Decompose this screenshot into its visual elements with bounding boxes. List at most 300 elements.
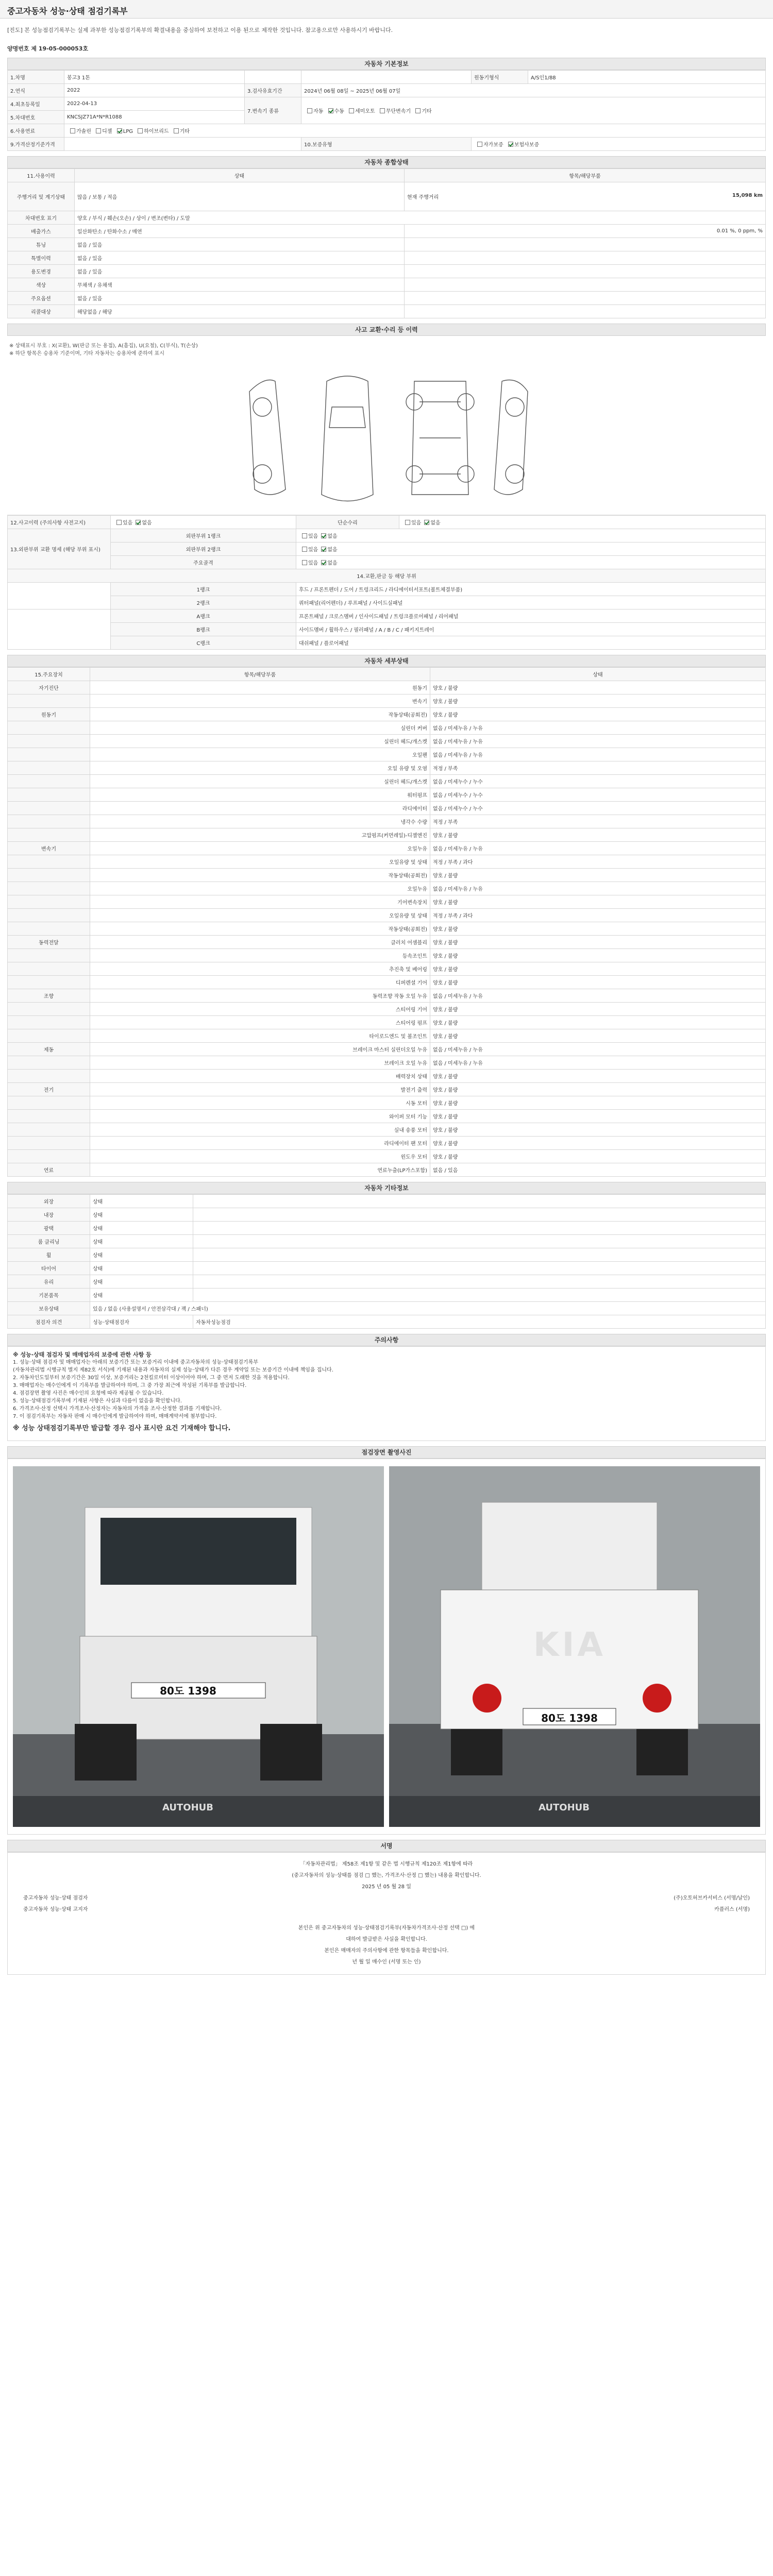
detail-table: [7, 667, 766, 1177]
label: 10.보증유형: [301, 138, 472, 151]
item-label: 오일누유: [90, 842, 430, 855]
detail-row: [8, 1163, 766, 1177]
item-status: 양호 / 불량: [430, 936, 766, 949]
checkbox-checked[interactable]: [136, 520, 141, 525]
other-row: [8, 1262, 766, 1275]
item-status: 양호 / 불량: [430, 694, 766, 708]
detail-row: [8, 748, 766, 761]
other-label: 외장: [8, 1195, 90, 1208]
other-status-label: 상태: [90, 1262, 193, 1275]
item-status: 양호 / 불량: [430, 708, 766, 721]
label: 12.사고이력 (주의사항 사전고지): [8, 516, 111, 529]
detail-row: [8, 1123, 766, 1137]
item-label: 발전기 출력: [90, 1083, 430, 1096]
other-label: 내장: [8, 1208, 90, 1222]
label: 13.외판부위 교환 명세 (해당 부위 표시): [8, 529, 111, 569]
frame-rank: 2랭크: [111, 596, 296, 609]
system-label: [8, 694, 90, 708]
row-status: 많음 / 보통 / 적음: [75, 182, 405, 211]
overall-section: [7, 156, 766, 318]
system-label: 자기진단: [8, 681, 90, 694]
item-status: 양호 / 불량: [430, 962, 766, 976]
system-label: [8, 721, 90, 735]
section-title: 자동차 기본정보: [7, 58, 766, 70]
row-label: 색상: [8, 278, 75, 292]
label: 단순수리: [296, 516, 399, 529]
item-status: 양호 / 불량: [430, 976, 766, 989]
item-status: 없음 / 미세누수 / 누수: [430, 775, 766, 788]
item-status: 양호 / 불량: [430, 1110, 766, 1123]
frame-parts: 사이드멤버 / 휠하우스 / 필러패널 / A / B / C / 패키지트레이: [296, 623, 766, 636]
checkbox[interactable]: [138, 128, 143, 133]
detail-row: [8, 1029, 766, 1043]
item-label: 윈도우 모터: [90, 1150, 430, 1163]
detail-row: [8, 1016, 766, 1029]
col-header: 상태: [430, 668, 766, 681]
system-label: [8, 909, 90, 922]
detail-row: [8, 989, 766, 1003]
detail-row: [8, 1083, 766, 1096]
detail-row: [8, 895, 766, 909]
rear-photo: [389, 1466, 760, 1827]
col-header: 항목/해당부품: [405, 169, 766, 182]
detail-row: [8, 1043, 766, 1056]
other-value: [193, 1248, 766, 1262]
item-status: 양호 / 불량: [430, 828, 766, 842]
item-label: 등속조인트: [90, 949, 430, 962]
detail-row: [8, 842, 766, 855]
performance-number: 양명번호 제 19-05-000053호: [7, 45, 89, 52]
system-label: [8, 1150, 90, 1163]
notice-warning: ※ 성능 상태점검기록부만 발급할 경우 검사 표시란 요건 기재해야 합니다.: [13, 1425, 231, 1432]
other-status-label: 상태: [90, 1275, 193, 1289]
item-status: 적정 / 부족 / 과다: [430, 909, 766, 922]
col-header: 15.주요장치: [8, 668, 90, 681]
other-status-label: 상태: [90, 1235, 193, 1248]
detail-row: [8, 721, 766, 735]
item-label: 타이로드엔드 및 볼조인트: [90, 1029, 430, 1043]
col-header: 상태: [75, 169, 405, 182]
other-value: [193, 1195, 766, 1208]
row-label: 주요옵션: [8, 292, 75, 305]
rank-label: 주요골격: [111, 556, 296, 569]
other-value: [193, 1289, 766, 1302]
other-row: [8, 1208, 766, 1222]
checkbox[interactable]: [96, 128, 101, 133]
detail-row: [8, 1096, 766, 1110]
system-label: 변속기: [8, 842, 90, 855]
item-status: 양호 / 불량: [430, 1137, 766, 1150]
item-label: 브레이크 마스터 실린더오일 누유: [90, 1043, 430, 1056]
checkbox[interactable]: [302, 560, 307, 565]
item-status: 양호 / 불량: [430, 1003, 766, 1016]
detail-row: [8, 922, 766, 936]
item-label: 디퍼렌셜 기어: [90, 976, 430, 989]
checkbox-checked[interactable]: [321, 547, 326, 552]
system-label: [8, 855, 90, 869]
system-label: [8, 815, 90, 828]
system-label: 제동: [8, 1043, 90, 1056]
detail-row: [8, 882, 766, 895]
item-status: 없음 / 미세누유 / 누유: [430, 1056, 766, 1070]
value: 2022: [64, 84, 245, 97]
item-label: 고압펌프(커먼레일)-디젤엔진: [90, 828, 430, 842]
label: 9.가격산정기준가격: [8, 138, 64, 151]
item-label: 오일유량 및 상태: [90, 855, 430, 869]
system-label: 동력전달: [8, 936, 90, 949]
item-label: 스티어링 펌프: [90, 1016, 430, 1029]
checkbox-checked[interactable]: [424, 520, 429, 525]
other-status-label: 상태: [90, 1208, 193, 1222]
autohub-text: AUTOHUB: [162, 1802, 213, 1813]
item-status: 없음 / 미세누유 / 누유: [430, 1043, 766, 1056]
rank-label: 외판부위 2랭크: [111, 543, 296, 556]
other-row: [8, 1248, 766, 1262]
item-status: 없음 / 있음: [430, 1163, 766, 1177]
col-header: 11.사용이력: [8, 169, 75, 182]
other-label: 타이어: [8, 1262, 90, 1275]
detail-row: [8, 708, 766, 721]
system-label: [8, 922, 90, 936]
value: A/S인1/88: [528, 71, 766, 84]
row-label: 주행거리 및 계기상태: [8, 182, 75, 211]
system-label: 조향: [8, 989, 90, 1003]
checkbox-checked[interactable]: [321, 533, 326, 538]
system-label: [8, 761, 90, 775]
row-label: 리콜대상: [8, 305, 75, 318]
row-value: 0.01 %, 0 ppm, %: [405, 225, 766, 238]
col-header: 항목/해당부품: [90, 668, 430, 681]
other-row: [8, 1195, 766, 1208]
other-row: [8, 1222, 766, 1235]
row-status: 없음 / 있음: [75, 265, 405, 278]
detail-row: [8, 815, 766, 828]
kia-logo: KIA: [533, 1626, 606, 1664]
item-status: 양호 / 불량: [430, 681, 766, 694]
system-label: [8, 1110, 90, 1123]
item-status: 적정 / 부족: [430, 761, 766, 775]
section-title: 사고 교환·수리 등 이력: [7, 324, 766, 336]
item-label: 스티어링 기어: [90, 1003, 430, 1016]
damage-section: [7, 324, 766, 650]
detail-row: [8, 1070, 766, 1083]
notice-line: 5. 성능·상태점검기록부에 기재된 사항은 사실과 다름이 없음을 확인합니다.: [13, 1398, 182, 1404]
item-status: 없음 / 미세누수 / 누수: [430, 802, 766, 815]
item-status: 양호 / 불량: [430, 1083, 766, 1096]
checkbox[interactable]: [116, 520, 122, 525]
item-status: 없음 / 미세누유 / 누유: [430, 842, 766, 855]
item-label: 오일팬: [90, 748, 430, 761]
row-status: 없음 / 있음: [75, 292, 405, 305]
detail-row: [8, 694, 766, 708]
fuel-options: 가솔린 디젤 LPG 하이브리드 기타: [64, 124, 766, 138]
car-diagram: [7, 361, 766, 515]
system-label: 전기: [8, 1083, 90, 1096]
item-label: 실린더 헤드/개스켓: [90, 775, 430, 788]
item-status: 없음 / 미세누유 / 누유: [430, 882, 766, 895]
label: 성능·상태점검자: [90, 1315, 193, 1329]
checkbox[interactable]: [70, 128, 75, 133]
frame-parts: 후드 / 프론트펜더 / 도어 / 트렁크리드 / 라디에이터서포트(볼트체결부품): [296, 583, 766, 596]
section-title: 자동차 종합상태: [7, 156, 766, 168]
row-status: 일산화탄소 / 탄화수소 / 매연: [75, 225, 405, 238]
value: 자동차성능점검: [193, 1315, 766, 1329]
row-status: 해당없음 / 해당: [75, 305, 405, 318]
detail-row: [8, 869, 766, 882]
checkbox[interactable]: [302, 547, 307, 552]
item-label: 실내 송풍 모터: [90, 1123, 430, 1137]
other-label: 휠: [8, 1248, 90, 1262]
item-label: 라디에이터: [90, 802, 430, 815]
detail-row: [8, 681, 766, 694]
frame-rank: B랭크: [111, 623, 296, 636]
item-status: 양호 / 불량: [430, 895, 766, 909]
truck-front-photo-icon: [13, 1466, 384, 1827]
label: 4.최초등록일: [8, 97, 64, 111]
item-label: 오일누유: [90, 882, 430, 895]
other-label: 광택: [8, 1222, 90, 1235]
detail-row: [8, 949, 766, 962]
detail-row: [8, 1056, 766, 1070]
notice-line: 3. 매매업자는 매수인에게 이 기록부를 발급하여야 하며, 그 중 가장 최근에 작성된 기록부를 발급합니다.: [13, 1383, 247, 1388]
item-label: 워터펌프: [90, 788, 430, 802]
item-label: 작동상태(공회전): [90, 708, 430, 721]
item-label: 작동상태(공회전): [90, 869, 430, 882]
section-title: 서명: [7, 1840, 766, 1852]
detail-row: [8, 1110, 766, 1123]
system-label: [8, 869, 90, 882]
item-label: 클러치 어셈블리: [90, 936, 430, 949]
section-title: 자동차 기타정보: [7, 1182, 766, 1194]
accident-table: 12.사고이력 (주의사항 사전고지) 있음 없음 단순수리 있음 없음 13.외판부위 교환 명세 (해당 부위 표시) 외판부위 1랭크 있음 없음 외판부위 2랭크 있음 없음 주요골격 있음 없음 14.교환,판금 등 해당 부위 1랭크 후드 / 프론트펜더 / 도어 / 트렁크리드 / 라디에이터서포트(볼트체결부품) 2랭크 쿼터패널(리어펜더) / 루프패널 / 사이드실패널 A랭크 프론트패널 / 크로스멤버 / 인사이드패널 / 트렁크플로어패널 / 리어패널 B랭크 사이드멤버 / 휠하우스 / 필러패널 / A / B / C / 패키지트레이 C랭크 대쉬패널 / 플로어패널: [7, 515, 766, 650]
plate-text: 80도 1398: [541, 1712, 598, 1724]
system-label: [8, 1029, 90, 1043]
label: 2.연식: [8, 84, 64, 97]
warranty-options: 자가보증 보험사보증: [472, 138, 766, 151]
system-label: [8, 1003, 90, 1016]
label: 6.사용연료: [8, 124, 64, 138]
system-label: [8, 949, 90, 962]
item-label: 실린더 커버: [90, 721, 430, 735]
item-status: 양호 / 불량: [430, 1016, 766, 1029]
system-label: [8, 882, 90, 895]
item-label: 작동상태(공회전): [90, 922, 430, 936]
item-label: 시동 모터: [90, 1096, 430, 1110]
frame-parts: 쿼터패널(리어펜더) / 루프패널 / 사이드실패널: [296, 596, 766, 609]
value: KNCSJZ71A*N*R1088: [64, 111, 245, 124]
detail-row: [8, 962, 766, 976]
sign-date: 2025 년 05 월 28 일: [362, 1884, 411, 1890]
autohub-text: AUTOHUB: [539, 1802, 590, 1813]
item-status: 없음 / 미세누유 / 누유: [430, 721, 766, 735]
section-title: 주의사항: [7, 1334, 766, 1346]
front-photo: [13, 1466, 384, 1827]
system-label: [8, 748, 90, 761]
item-status: 없음 / 미세누수 / 누수: [430, 788, 766, 802]
gear-options: 있음 / 없음 (사용설명서 / 안전삼각대 / 잭 / 스패너): [90, 1302, 766, 1315]
notice-line: 2. 자동차인도일부터 보증기간은 30일 이상, 보증거리는 2천킬로미터 이상이어야 하며, 그 중 먼저 도래한 것을 적용합니다.: [13, 1375, 290, 1381]
item-status: 양호 / 불량: [430, 949, 766, 962]
item-status: 양호 / 불량: [430, 869, 766, 882]
item-label: 추진축 및 베어링: [90, 962, 430, 976]
item-label: 원동기: [90, 681, 430, 694]
item-status: 양호 / 불량: [430, 1150, 766, 1163]
item-label: 배력장치 상태: [90, 1070, 430, 1083]
row-label: 용도변경: [8, 265, 75, 278]
item-status: 양호 / 불량: [430, 1070, 766, 1083]
frame-parts: 프론트패널 / 크로스멤버 / 인사이드패널 / 트렁크플로어패널 / 리어패널: [296, 609, 766, 623]
system-label: [8, 828, 90, 842]
label: 1.차명: [8, 71, 64, 84]
system-label: [8, 976, 90, 989]
checkbox[interactable]: [405, 520, 410, 525]
checkbox-checked[interactable]: [508, 142, 513, 147]
notice-line: 6. 가격조사·산정 선택시 가격조사·산정자는 자동차의 가격을 조사·산정한 결과를 기재합니다.: [13, 1406, 222, 1412]
row-status: 무채색 / 유채색: [75, 278, 405, 292]
label: 3.검사유효기간: [245, 84, 301, 97]
item-status: 없음 / 미세누유 / 누유: [430, 735, 766, 748]
checkbox[interactable]: [349, 108, 354, 113]
item-label: 냉각수 수량: [90, 815, 430, 828]
item-status: 없음 / 미세누유 / 누유: [430, 748, 766, 761]
detail-row: [8, 1137, 766, 1150]
other-status-label: 상태: [90, 1248, 193, 1262]
overall-table: [7, 168, 766, 318]
detail-row: [8, 775, 766, 788]
system-label: [8, 775, 90, 788]
notice-line: 4. 점검장면 촬영 사진은 매수인의 요청에 따라 제공될 수 있습니다.: [13, 1391, 164, 1396]
item-status: 양호 / 불량: [430, 1123, 766, 1137]
checkbox[interactable]: [415, 108, 421, 113]
other-table: [7, 1194, 766, 1329]
frame-rank: 1랭크: [111, 583, 296, 596]
system-label: [8, 962, 90, 976]
item-label: 실린더 헤드/개스켓: [90, 735, 430, 748]
rank-label: 외판부위 1랭크: [111, 529, 296, 543]
value: 2022-04-13: [64, 97, 245, 111]
item-label: 와이퍼 모터 기능: [90, 1110, 430, 1123]
item-label: 라디에이터 팬 모터: [90, 1137, 430, 1150]
detail-row: [8, 936, 766, 949]
other-value: [193, 1208, 766, 1222]
detail-row: [8, 976, 766, 989]
detail-row: [8, 802, 766, 815]
item-status: 양호 / 불량: [430, 1096, 766, 1110]
notice-line: (자동차관리법 시행규칙 별지 제82호 서식)에 기재된 내용과 자동차의 실제 성능·상태가 다른 경우 계약일 또는 보증기간 이내에 책임을 집니다.: [13, 1367, 333, 1373]
other-label: 유리: [8, 1275, 90, 1289]
label: 7.변속기 종류: [245, 97, 301, 124]
detail-row: [8, 855, 766, 869]
detail-row: [8, 1150, 766, 1163]
detail-row: [8, 828, 766, 842]
row-label: 차대번호 표기: [8, 211, 75, 225]
section-title: 점검장면 촬영사진: [7, 1446, 766, 1459]
detail-row: [8, 788, 766, 802]
other-label: 룸 클리닝: [8, 1235, 90, 1248]
value: 2024년 06월 08일 ~ 2025년 06월 07일: [301, 84, 766, 97]
detail-row: [8, 909, 766, 922]
signature-section: [7, 1840, 766, 1975]
item-status: 양호 / 불량: [430, 922, 766, 936]
notice-body: ※ 성능·상태 점검자 및 매매업자의 보증에 관한 사항 등 1. 성능·상태 점검자 및 매매업자는 아래의 보증기간 또는 보증거리 이내에 중고자동차의 성능·상태점검기록부 (자동차관리법 시행규칙 별지 제82호 서식)에 기재된 내용과 자동차의 실제 성능·상태가 다른 경우 계약일 또는 보증기간 이내에 책임을 집니다. 2. 자동차인도일부터 보증기간은 30일 이상, 보증거리는 2천킬로미터 이상이어야 하며, 그 중 먼저 도래한 것을 적용합니다. 3. 매매업자는 매수인에게 이 기록부를 발급하여야 하며, 그 중 가장 최근에 작성된 기록부를 발급합니다. 4. 점검장면 촬영 사진은 매수인의 요청에 따라 제공될 수 있습니다. 5. 성능·상태점검기록부에 기재된 사항은 사실과 다름이 없음을 확인합니다. 6. 가격조사·산정 선택시 가격조사·산정자는 자동차의 가격을 조사·산정한 결과를 기재합니다. 7. 이 점검기록부는 자동차 판매 시 매수인에게 발급하여야 하며, 매매계약서에 첨부합니다. ※ 성능 상태점검기록부만 발급할 경우 검사 표시란 요건 기재해야 합니다.: [7, 1346, 766, 1441]
other-rows: [8, 1195, 766, 1302]
item-status: 적정 / 부족 / 과다: [430, 855, 766, 869]
checkbox[interactable]: [477, 142, 482, 147]
system-label: [8, 1137, 90, 1150]
detail-row: [8, 761, 766, 775]
system-label: [8, 1123, 90, 1137]
checkbox[interactable]: [174, 128, 179, 133]
label: 원동기형식: [472, 71, 528, 84]
trans-options: 자동 수동 세미오토 무단변속기 기타: [301, 97, 766, 124]
detail-row: [8, 1003, 766, 1016]
checkbox-checked[interactable]: [117, 128, 122, 133]
system-label: [8, 735, 90, 748]
basic-info-table: [7, 70, 766, 151]
row-label: 특별이력: [8, 251, 75, 265]
checkbox-checked[interactable]: [321, 560, 326, 565]
frame-rank: A랭크: [111, 609, 296, 623]
item-label: 동력조향 작동 오일 누유: [90, 989, 430, 1003]
other-status-label: 상태: [90, 1195, 193, 1208]
other-value: [193, 1262, 766, 1275]
plate-text: 80도 1398: [160, 1685, 216, 1697]
row-status: 양호 / 부식 / 훼손(오손) / 상이 / 변조(변타) / 도말: [75, 211, 766, 225]
other-row: [8, 1289, 766, 1302]
system-label: [8, 802, 90, 815]
damage-legend: ※ 상태표시 부호 : X(교환), W(판금 또는 용접), A(흠집), U(요철), C(부식), T(손상) ※ 하단 항목은 승용차 기준이며, 기타 자동차는 승용차에 준하여 표시: [9, 343, 198, 357]
item-label: 브레이크 오일 누유: [90, 1056, 430, 1070]
frame-parts: 대쉬패널 / 플로어패널: [296, 636, 766, 650]
intro-text: [진도] 본 성능점검기록부는 실제 과부한 성능점검기록부의 확결내용을 중심하여 보전하고 이용 된으로 제작한 것입니다. 참고용으로만 사용하시기 바랍니다.: [7, 27, 393, 33]
system-label: [8, 1096, 90, 1110]
system-label: [8, 1056, 90, 1070]
page-title: 중고자동차 성능·상태 점검기록부: [0, 0, 773, 19]
detail-section: [7, 655, 766, 1177]
row-label: 배출가스: [8, 225, 75, 238]
checkbox[interactable]: [307, 108, 312, 113]
item-status: 없음 / 미세누유 / 누유: [430, 989, 766, 1003]
signature-body: 「자동차관리법」 제58조 제1항 및 같은 법 시행규칙 제120조 제1항에 따라 (중고자동차의 성능·상태를 점검 □ 했는, 가격조사·산정 □ 했는) 내용을 확인합니다. 2025 년 05 월 28 일 중고자동차 성능·상태 점검자 (주)오토허브카서비스 (서명/날인) 중고자동차 성능·상태 고지자 카플러스 (서명) 본인은 위 중고자동차의 성능·상태점검기록부(자동차가격조사·산정 선택 □) 에 대하여 발급받은 사실을 확인합니다. 본인은 매매자의 주의사항에 관한 항목들을 확인합니다. 년 월 일 매수인 (서명 또는 인): [7, 1852, 766, 1975]
row-status: 없음 / 있음: [75, 238, 405, 251]
system-label: [8, 895, 90, 909]
photo-section: [7, 1446, 766, 1835]
basic-info-section: [7, 58, 766, 151]
label: 보유상태: [8, 1302, 90, 1315]
other-status-label: 상태: [90, 1222, 193, 1235]
other-row: [8, 1275, 766, 1289]
frame-rank: C랭크: [111, 636, 296, 650]
item-label: 오일유량 및 상태: [90, 909, 430, 922]
system-label: 연료: [8, 1163, 90, 1177]
item-label: 연료누출(LP가스포함): [90, 1163, 430, 1177]
item-status: 양호 / 불량: [430, 1029, 766, 1043]
system-label: [8, 1016, 90, 1029]
item-label: 오일 유량 및 오염: [90, 761, 430, 775]
label: 점검자 의견: [8, 1315, 90, 1329]
other-section: [7, 1182, 766, 1329]
checkbox[interactable]: [302, 533, 307, 538]
other-row: [8, 1235, 766, 1248]
other-label: 기본품목: [8, 1289, 90, 1302]
system-label: [8, 1070, 90, 1083]
system-label: [8, 788, 90, 802]
checkbox[interactable]: [380, 108, 385, 113]
frame-title: 14.교환,판금 등 해당 부위: [8, 569, 766, 583]
item-status: 적정 / 부족: [430, 815, 766, 828]
other-value: [193, 1235, 766, 1248]
checkbox-checked[interactable]: [328, 108, 333, 113]
